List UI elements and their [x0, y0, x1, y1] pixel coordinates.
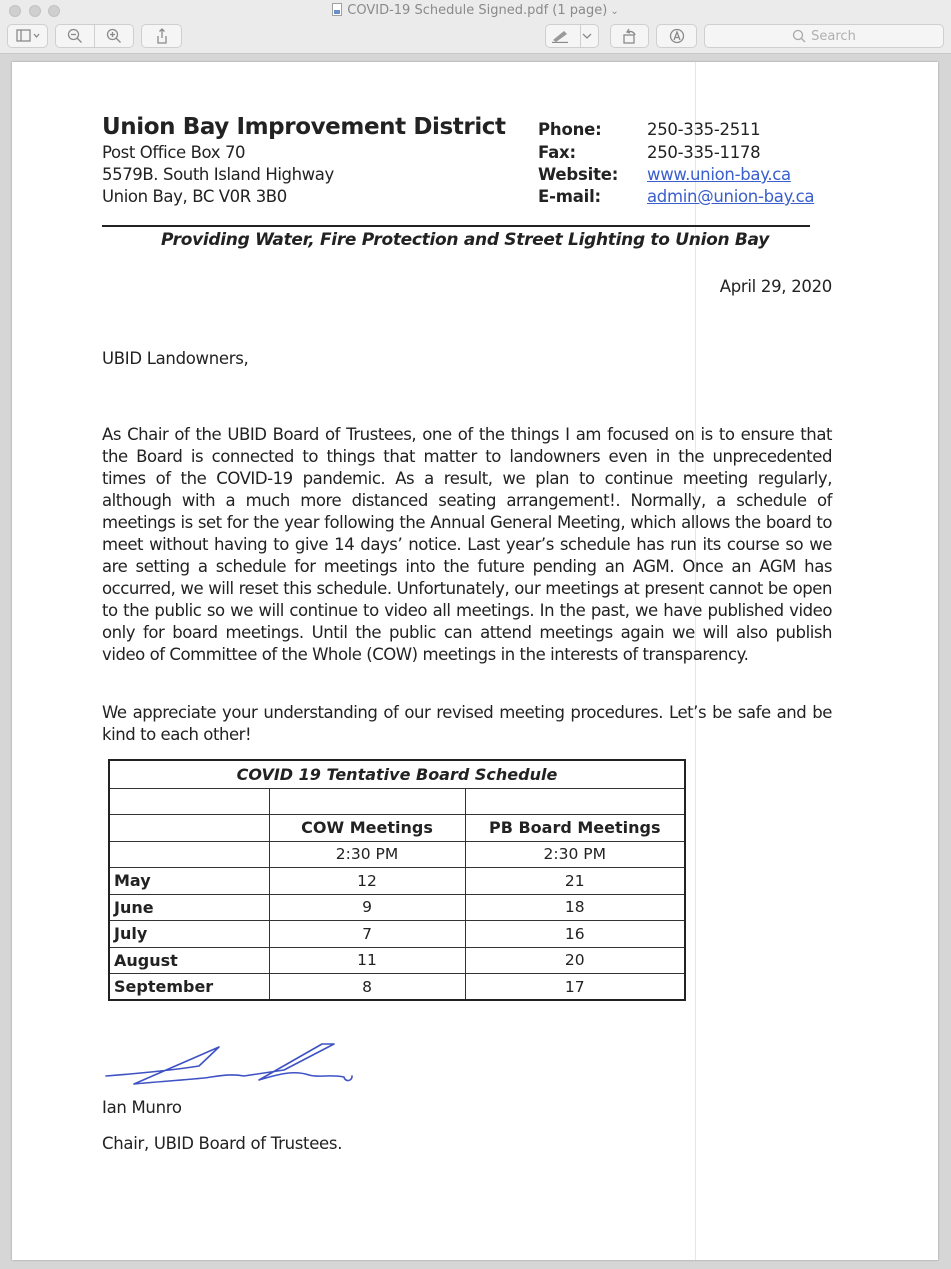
share-button[interactable] [141, 24, 182, 48]
cow-date-cell: 9 [269, 894, 465, 921]
rotate-left-icon [622, 27, 638, 45]
cow-date-cell: 8 [269, 974, 465, 1001]
zoom-out-icon [67, 28, 83, 44]
annotate-button[interactable] [656, 24, 697, 48]
website-link[interactable]: www.union-bay.ca [647, 165, 791, 184]
phone-value: 250-335-2511 [647, 120, 761, 139]
month-cell: August [109, 947, 269, 974]
phone-label: Phone: [538, 120, 602, 139]
signer-name: Ian Munro [102, 1098, 182, 1117]
pdf-document-icon [332, 3, 342, 16]
zoom-in-button[interactable] [94, 24, 134, 48]
cow-date-cell: 7 [269, 921, 465, 948]
table-row [109, 894, 685, 921]
column-header-cow: COW Meetings [269, 815, 465, 842]
rotate-button[interactable] [610, 24, 649, 48]
signer-title: Chair, UBID Board of Trustees. [102, 1134, 343, 1153]
markup-circle-icon [669, 28, 685, 44]
table-cell [109, 788, 269, 815]
board-time: 2:30 PM [465, 841, 685, 868]
share-icon [155, 28, 169, 44]
address-line: 5579B. South Island Highway [102, 165, 334, 184]
body-paragraph: We appreciate your understanding of our revised meeting procedures. Let’s be safe and be kind to each other! [102, 703, 832, 744]
fax-value: 250-335-1178 [647, 143, 761, 162]
sidebar-toggle-button[interactable] [7, 24, 48, 48]
table-cell [269, 788, 465, 815]
search-icon [792, 29, 806, 43]
chevron-down-icon: ⌄ [610, 6, 619, 17]
board-date-cell: 20 [465, 947, 685, 974]
organization-name: Union Bay Improvement District [102, 114, 506, 140]
month-cell: September [109, 974, 269, 1001]
email-label: E-mail: [538, 187, 601, 206]
board-date-cell: 17 [465, 974, 685, 1001]
markup-button[interactable] [545, 24, 599, 48]
email-link[interactable]: admin@union-bay.ca [647, 187, 815, 206]
pdf-page [12, 62, 938, 1260]
table-cell [109, 841, 269, 868]
letterhead-tagline: Providing Water, Fire Protection and Street Lighting to Union Bay [161, 230, 769, 250]
column-header-board: PB Board Meetings [465, 815, 685, 842]
zoom-in-icon [106, 28, 122, 44]
fax-label: Fax: [538, 143, 576, 162]
table-row [109, 974, 685, 1001]
schedule-title: COVID 19 Tentative Board Schedule [109, 760, 685, 788]
table-row [109, 921, 685, 948]
letterhead-divider [102, 225, 810, 227]
handwritten-signature [104, 1040, 364, 1090]
search-placeholder: Search [811, 28, 856, 44]
cow-date-cell: 11 [269, 947, 465, 974]
address-line: Post Office Box 70 [102, 143, 246, 162]
pen-icon [550, 29, 572, 43]
table-row [109, 868, 685, 895]
table-row [109, 947, 685, 974]
month-cell: July [109, 921, 269, 948]
board-date-cell: 18 [465, 894, 685, 921]
letter-date: April 29, 2020 [719, 277, 832, 296]
website-label: Website: [538, 165, 619, 184]
month-cell: May [109, 868, 269, 895]
board-date-cell: 21 [465, 868, 685, 895]
month-cell: June [109, 894, 269, 921]
zoom-out-button[interactable] [55, 24, 95, 48]
window-title[interactable]: COVID-19 Schedule Signed.pdf (1 page) ⌄ [0, 3, 951, 18]
window-titlebar [0, 0, 951, 54]
sidebar-icon [16, 29, 40, 43]
body-paragraph: As Chair of the UBID Board of Trustees, one of the things I am focused on is to ensure that the Board is connected to things that matter to landowners even in the unprecedented times of the COVID-19 pandemic. As a result, we plan to continue meeting regularly, although with a much more distanced seating arrangement!. Normally, a schedule of meetings is set for the year following the Annual General Meeting, which allows the board to meet without having to give 14 days’ notice. Last year’s schedule has run its course so we are setting a schedule for meetings into the future pending an AGM. Once an AGM has occurred, we will reset this schedule. Unfortunately, our meetings at present cannot be open to the public so we will continue to video all meetings. In the past, we have published video only for board meetings. Until the public can attend meetings again we will also publish video of Committee of the Whole (COW) meetings in the interests of transparency. [102, 425, 832, 664]
table-cell [465, 788, 685, 815]
salutation: UBID Landowners, [102, 349, 249, 368]
cow-time: 2:30 PM [269, 841, 465, 868]
board-date-cell: 16 [465, 921, 685, 948]
address-line: Union Bay, BC V0R 3B0 [102, 187, 287, 206]
schedule-table [108, 759, 686, 1001]
cow-date-cell: 12 [269, 868, 465, 895]
search-field[interactable] [704, 24, 944, 48]
table-cell [109, 815, 269, 842]
chevron-down-icon [580, 29, 594, 43]
